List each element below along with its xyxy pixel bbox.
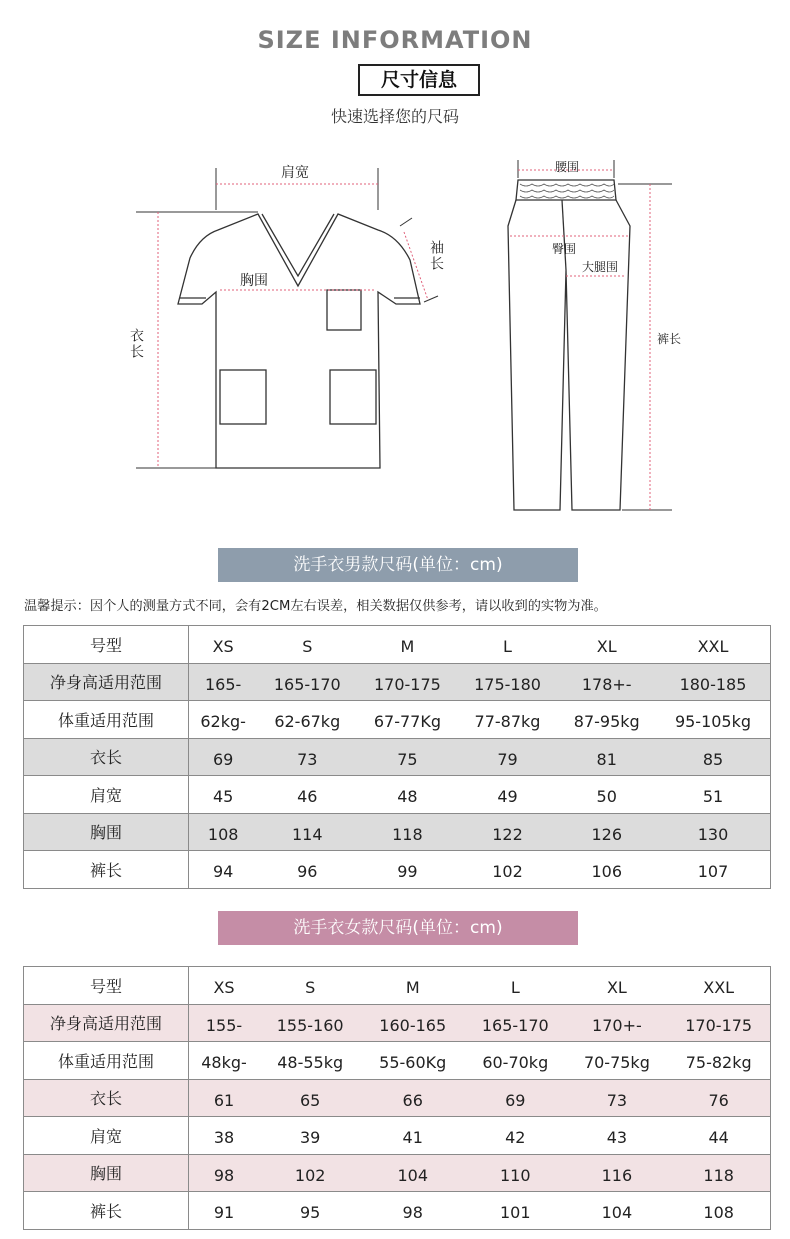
table-cell: 51 [656,776,771,814]
table-cell: 49 [458,776,558,814]
table-cell: 41 [361,1117,464,1155]
table-cell: 65 [259,1079,361,1117]
women-size-banner: 洗手衣女款尺码(单位：cm) [218,911,578,945]
table-cell: 38 [189,1117,260,1155]
table-cell: 102 [259,1154,361,1192]
table-cell: XS [189,967,260,1005]
table-cell: 104 [566,1192,667,1230]
subtitle: 快速选择您的尺码 [330,107,459,126]
table-cell: 48 [357,776,457,814]
table-cell: 66 [361,1079,464,1117]
table-cell: 95 [259,1192,361,1230]
table-row [24,626,771,664]
table-cell: 94 [189,851,258,889]
table-cell: 55-60Kg [361,1042,464,1080]
table-cell: 96 [257,851,357,889]
table-row [24,1154,771,1192]
table-cell: S [257,626,357,664]
table-cell: 170-175 [357,663,457,701]
table-cell: S [259,967,361,1005]
table-cell: 42 [464,1117,566,1155]
table-cell: 165- [189,663,258,701]
table-cell: 102 [458,851,558,889]
table-cell: 60-70kg [464,1042,566,1080]
chest-label: 胸围 [240,273,268,289]
row-label: 体重适用范围 [24,1042,189,1080]
pants-length-label: 裤长 [657,332,682,346]
table-cell: 116 [566,1154,667,1192]
table-row [24,738,771,776]
table-cell: 44 [667,1117,770,1155]
waist-label: 腰围 [555,160,580,174]
table-cell: XXL [667,967,770,1005]
table-cell: 69 [464,1079,566,1117]
table-cell: 178+- [557,663,656,701]
table-cell: 175-180 [458,663,558,701]
length-label: 衣长 [128,328,144,360]
row-label: 肩宽 [24,776,189,814]
men-size-table [23,625,771,889]
table-cell: 95-105kg [656,701,771,739]
table-cell: 126 [557,813,656,851]
scrub-pants-outline [508,180,630,510]
row-label: 体重适用范围 [24,701,189,739]
table-cell: 155-160 [259,1004,361,1042]
table-row [24,1117,771,1155]
table-cell: 76 [667,1079,770,1117]
table-cell: 110 [464,1154,566,1192]
table-cell: 70-75kg [566,1042,667,1080]
row-label: 裤长 [24,1192,189,1230]
table-row [24,851,771,889]
table-cell: 118 [667,1154,770,1192]
table-cell: 43 [566,1117,667,1155]
table-cell: 79 [458,738,558,776]
table-cell: 67-77Kg [357,701,457,739]
thigh-label: 大腿围 [582,260,619,274]
table-row [24,1079,771,1117]
scrub-top-outline [178,214,420,468]
women-size-table [23,966,771,1230]
table-cell: 165-170 [464,1004,566,1042]
table-cell: XXL [656,626,771,664]
row-label: 肩宽 [24,1117,189,1155]
row-label: 裤长 [24,851,189,889]
table-cell: 101 [464,1192,566,1230]
table-cell: L [464,967,566,1005]
size-diagram [0,140,790,530]
sleeve-label: 袖长 [428,240,444,272]
table-cell: 165-170 [257,663,357,701]
table-row [24,813,771,851]
row-label: 衣长 [24,738,189,776]
table-cell: XS [189,626,258,664]
table-cell: 106 [557,851,656,889]
table-cell: 87-95kg [557,701,656,739]
title-en: SIZE INFORMATION [257,26,533,54]
table-cell: 48kg- [189,1042,260,1080]
table-row [24,663,771,701]
table-cell: 50 [557,776,656,814]
table-row [24,701,771,739]
table-cell: 114 [257,813,357,851]
table-cell: 62kg- [189,701,258,739]
table-cell: L [458,626,558,664]
table-cell: 85 [656,738,771,776]
row-label: 净身高适用范围 [24,663,189,701]
table-cell: 130 [656,813,771,851]
row-label: 胸围 [24,813,189,851]
table-cell: 48-55kg [259,1042,361,1080]
table-cell: 91 [189,1192,260,1230]
table-cell: 170+- [566,1004,667,1042]
men-size-banner: 洗手衣男款尺码(单位：cm) [218,548,578,582]
table-cell: XL [566,967,667,1005]
table-cell: 108 [667,1192,770,1230]
table-cell: 98 [361,1192,464,1230]
hip-label: 臀围 [552,242,577,256]
table-cell: 46 [257,776,357,814]
table-cell: 75-82kg [667,1042,770,1080]
row-label: 净身高适用范围 [24,1004,189,1042]
table-cell: 122 [458,813,558,851]
title-cn: 尺寸信息 [358,64,480,96]
table-cell: 155- [189,1004,260,1042]
table-cell: 73 [257,738,357,776]
table-cell: 39 [259,1117,361,1155]
table-row [24,1042,771,1080]
table-cell: 107 [656,851,771,889]
table-cell: XL [557,626,656,664]
table-cell: 160-165 [361,1004,464,1042]
table-cell: 108 [189,813,258,851]
table-cell: 69 [189,738,258,776]
row-label: 衣长 [24,1079,189,1117]
table-cell: 45 [189,776,258,814]
table-cell: 98 [189,1154,260,1192]
table-cell: 62-67kg [257,701,357,739]
table-row [24,1004,771,1042]
table-cell: 170-175 [667,1004,770,1042]
table-cell: 180-185 [656,663,771,701]
row-label: 号型 [24,967,189,1005]
table-cell: 73 [566,1079,667,1117]
table-cell: 81 [557,738,656,776]
row-label: 胸围 [24,1154,189,1192]
table-cell: 104 [361,1154,464,1192]
table-row [24,967,771,1005]
table-cell: 77-87kg [458,701,558,739]
row-label: 号型 [24,626,189,664]
table-cell: 99 [357,851,457,889]
table-cell: 75 [357,738,457,776]
table-row [24,776,771,814]
shoulder-label: 肩宽 [281,165,309,181]
table-cell: 118 [357,813,457,851]
table-cell: 61 [189,1079,260,1117]
measurement-note: 温馨提示：因个人的测量方式不同，会有2CM左右误差，相关数据仅供参考，请以收到的实物为准。 [24,599,607,614]
table-cell: M [361,967,464,1005]
table-cell: M [357,626,457,664]
table-row [24,1192,771,1230]
